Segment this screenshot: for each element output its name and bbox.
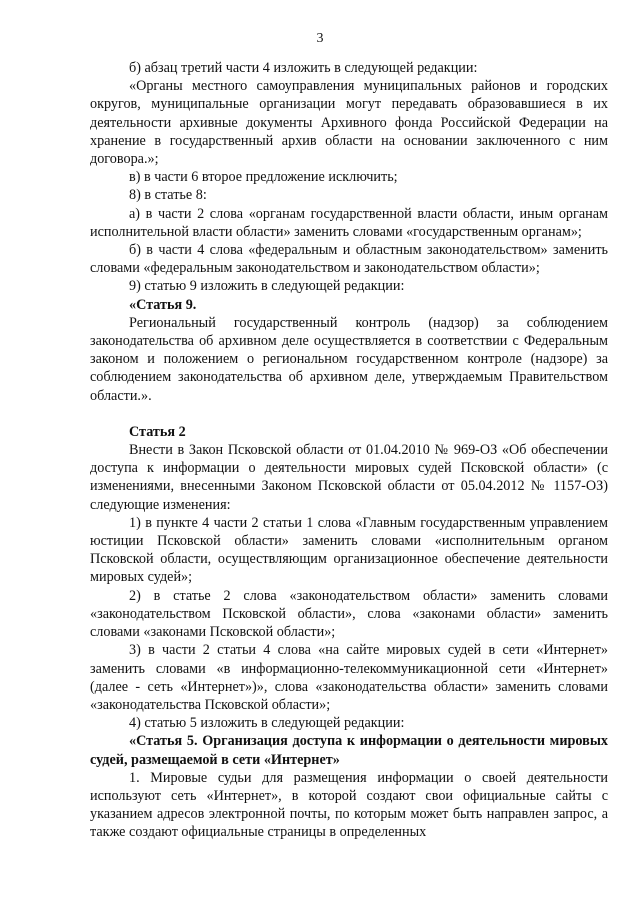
paragraph: б) абзац третий части 4 изложить в следующей редакции: xyxy=(129,60,478,76)
paragraph: «Органы местного самоуправления муниципальных районов и городских округов, муниципальные организации могут передавать образовавшиеся в их деятельности архивные документы Архивного фонда Российской Федерации на хранение в государственный архив области на основании заключенного с ним договора.»; xyxy=(90,78,608,168)
paragraph: 2) в статье 2 слова «законодательством области» заменить словами «законодательством Псковской области», слова «законами области» заменить словами «законами Псковской области»; xyxy=(90,587,608,641)
paragraph: а) в части 2 слова «органам государственной власти области, иным органам исполнительной власти области» заменить словами «государственным органам»; xyxy=(90,205,608,240)
article-heading: «Статья 5. Организация доступа к информации о деятельности мировых судей, размещаемой в сети «Интернет» xyxy=(90,733,608,768)
article-heading: Статья 2 xyxy=(129,423,186,440)
article-heading: «Статья 9. xyxy=(129,296,197,313)
paragraph: 8) в статье 8: xyxy=(129,187,207,204)
paragraph: 1. Мировые судьи для размещения информации о своей деятельности используют сеть «Интернет», в которой создают свои официальные сайты с указанием адресов электронной почты, по которым может быть направлен запрос, а также создают официальные страницы в определенных xyxy=(90,769,608,841)
spacer xyxy=(90,405,608,423)
paragraph: Региональный государственный контроль (надзор) за соблюдением законодательства об архивном деле осуществляется в соответствии с Федеральным законом и положением о региональном государственном контроле (надзоре) за соблюдением законодательства об архивном деле, утверждаемым Правительством области.». xyxy=(90,314,608,404)
paragraph: 9) статью 9 изложить в следующей редакции: xyxy=(129,278,405,295)
document-body xyxy=(90,59,608,842)
paragraph: б) в части 4 слова «федеральным и областным законодательством» заменить словами «федеральным законодательством и законодательством области»; xyxy=(90,242,608,277)
paragraph: Внести в Закон Псковской области от 01.04.2010 № 969-ОЗ «Об обеспечении доступа к информации о деятельности мировых судей Псковской области» (с изменениями, внесенными Законом Псковской области от 05.04.2012 № 1157-ОЗ) следующие изменения: xyxy=(90,442,608,513)
page-number: 3 xyxy=(316,31,324,46)
paragraph: 3) в части 2 статьи 4 слова «на сайте мировых судей в сети «Интернет» заменить словами «в информационно-телекоммуникационной сети «Интернет» (далее - сеть «Интернет»)», слова «законодательства области» заменить словами «законодательства Псковской области»; xyxy=(90,642,608,713)
paragraph: в) в части 6 второе предложение исключить; xyxy=(129,169,398,186)
paragraph: 1) в пункте 4 части 2 статьи 1 слова «Главным государственным управлением юстиции Псковской области» заменить словами «исполнительным органом Псковской области, осуществляющим организационное обеспечение деятельности мировых судей»; xyxy=(90,514,608,586)
paragraph: 4) статью 5 изложить в следующей редакции: xyxy=(129,715,405,732)
